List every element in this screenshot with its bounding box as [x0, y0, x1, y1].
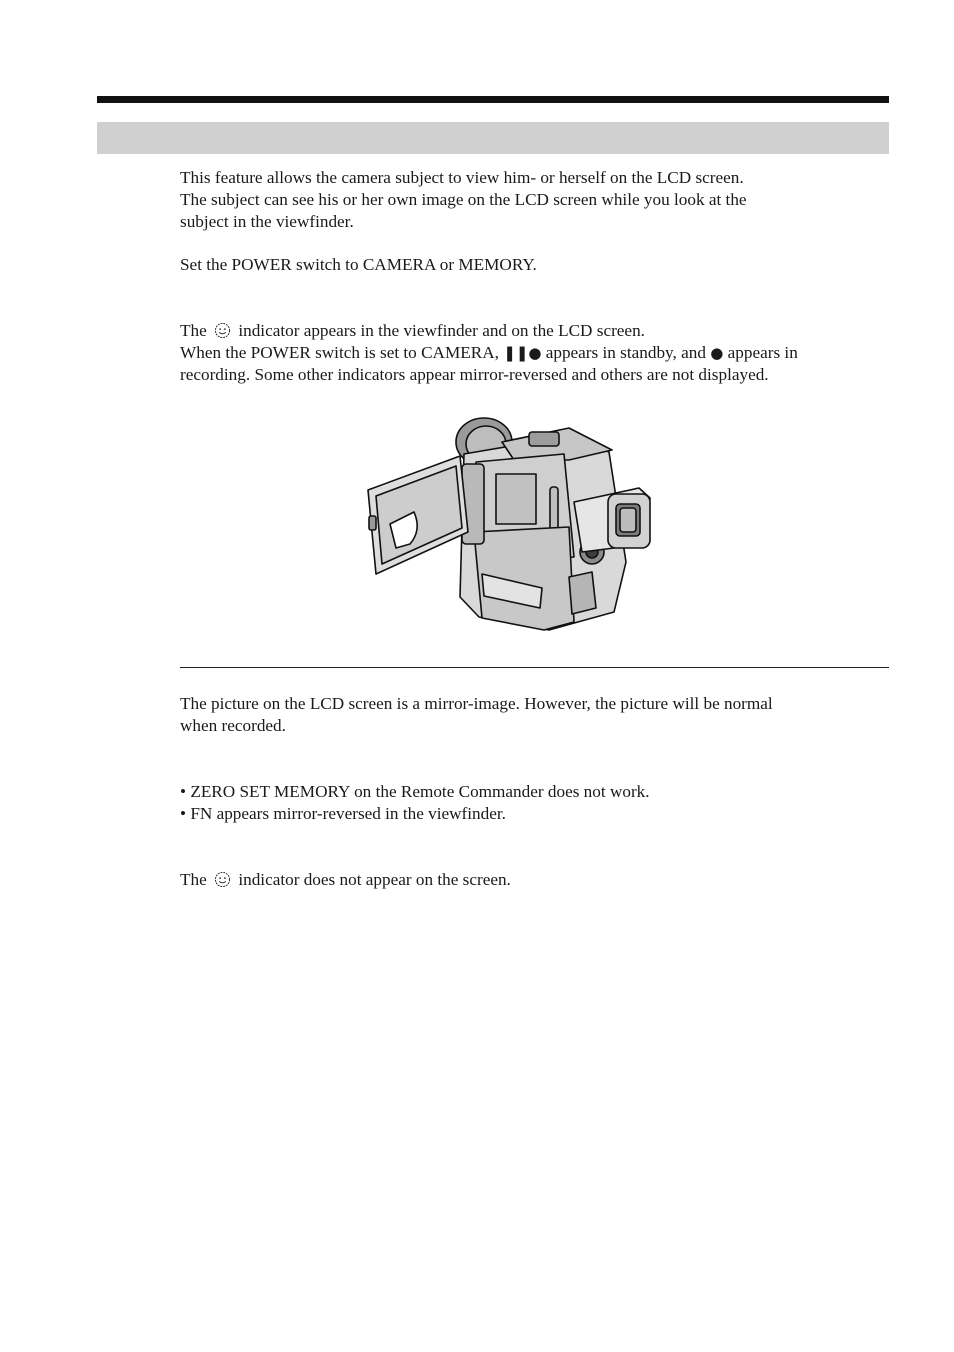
indicator-line-2 — [180, 342, 895, 364]
indicator-line-2-post: appears in — [727, 343, 798, 362]
screen-note-post: indicator does not appear on the screen. — [238, 870, 511, 889]
intro-line-1: This feature allows the camera subject to view him- or herself on the LCD screen. — [180, 168, 744, 187]
indicator-line-1-pre: The — [180, 321, 207, 340]
indicator-line-1-post: indicator appears in the viewfinder and on the LCD screen. — [238, 321, 645, 340]
indicator-line-2-pre: When the POWER switch is set to CAMERA, — [180, 343, 499, 362]
screen-note — [180, 869, 895, 891]
indicator-line-1 — [180, 320, 895, 342]
screen-note-pre: The — [180, 870, 207, 889]
top-rule — [97, 96, 889, 103]
mirror-note-line-2: when recorded. — [180, 716, 286, 735]
mirror-mode-face-icon — [214, 871, 231, 888]
indicator-line-3: recording. Some other indicators appear mirror-reversed and others are not displayed. — [180, 365, 769, 384]
record-dot-icon: ● — [710, 344, 724, 362]
section-divider — [180, 667, 889, 668]
intro-line-3: subject in the viewfinder. — [180, 212, 354, 231]
bullet-zero-set-memory: • ZERO SET MEMORY on the Remote Commander does not work. — [180, 782, 650, 801]
section-title-band — [97, 122, 889, 154]
mirror-note-line-1: The picture on the LCD screen is a mirror-image. However, the picture will be normal — [180, 694, 773, 713]
bullet-fn-reversed: • FN appears mirror-reversed in the viewfinder. — [180, 804, 506, 823]
indicator-line-2-mid: appears in standby, and — [545, 343, 706, 362]
step-power-switch: Set the POWER switch to CAMERA or MEMORY. — [180, 255, 537, 274]
intro-line-2: The subject can see his or her own image on the LCD screen while you look at the — [180, 190, 747, 209]
standby-pause-record-icon: ❚❚● — [503, 344, 542, 362]
camcorder-illustration — [364, 412, 656, 634]
mirror-mode-face-icon — [214, 322, 231, 339]
